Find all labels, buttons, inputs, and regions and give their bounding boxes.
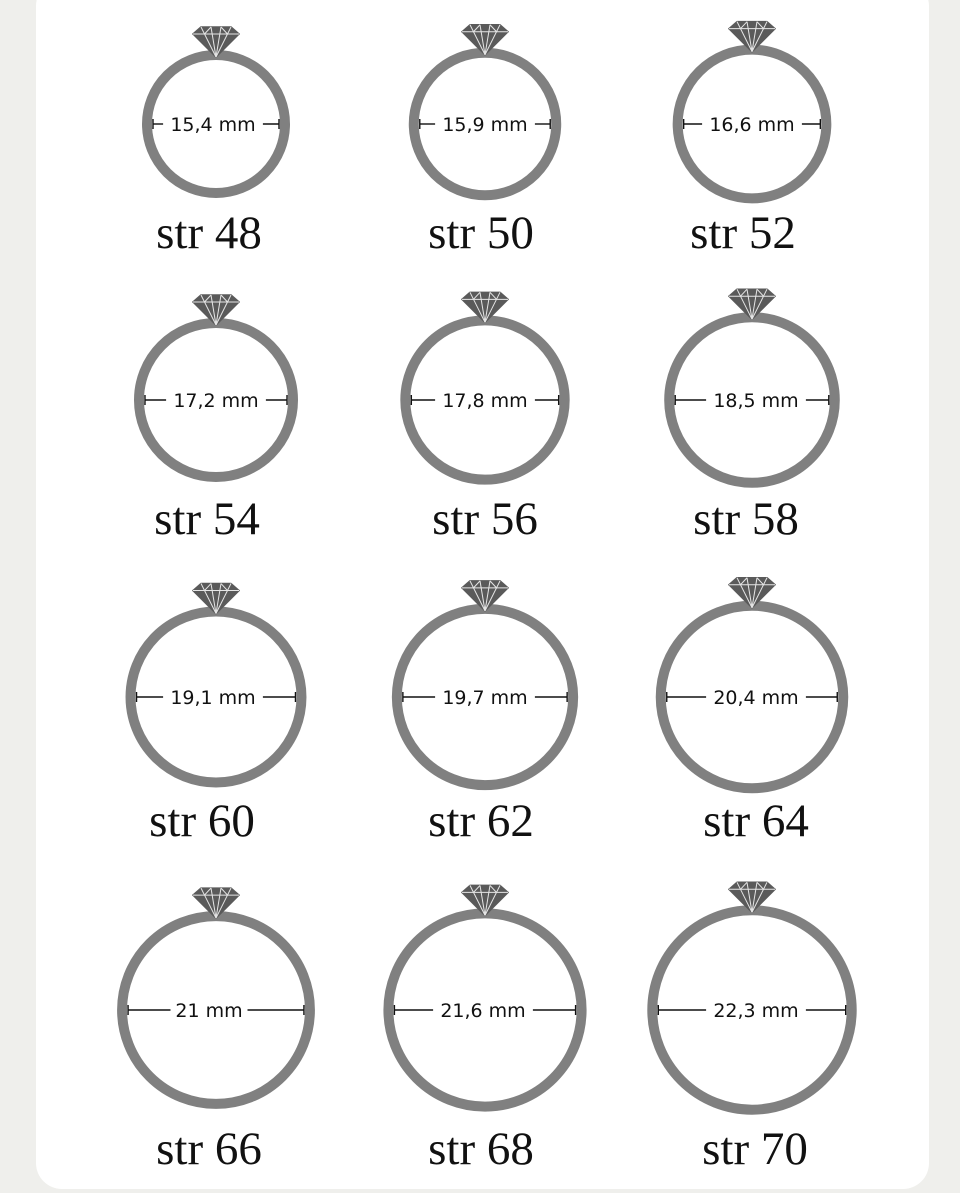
ring-item bbox=[669, 289, 835, 545]
diameter-label: 15,9 mm bbox=[442, 114, 528, 136]
size-label: str 50 bbox=[428, 207, 534, 259]
size-label: str 54 bbox=[154, 493, 260, 545]
size-label: str 70 bbox=[702, 1123, 808, 1175]
diameter-label: 19,1 mm bbox=[170, 687, 256, 709]
ring-item bbox=[131, 584, 302, 847]
ring-item bbox=[139, 295, 293, 545]
size-label: str 64 bbox=[703, 795, 809, 847]
ring-item bbox=[147, 27, 285, 259]
size-label: str 58 bbox=[693, 493, 799, 545]
ring-item bbox=[122, 888, 310, 1175]
size-label: str 48 bbox=[156, 207, 262, 259]
diameter-label: 20,4 mm bbox=[713, 687, 799, 709]
diameter-label: 21,6 mm bbox=[440, 1000, 526, 1022]
diameter-label: 19,7 mm bbox=[442, 687, 528, 709]
diameter-label: 18,5 mm bbox=[713, 390, 799, 412]
size-label: str 52 bbox=[690, 207, 796, 259]
ring-item bbox=[414, 25, 556, 259]
ring-item bbox=[388, 885, 581, 1175]
ring-item bbox=[397, 581, 573, 847]
diameter-label: 16,6 mm bbox=[709, 114, 795, 136]
diameter-label: 15,4 mm bbox=[170, 114, 256, 136]
size-label: str 62 bbox=[428, 795, 534, 847]
diameter-label: 21 mm bbox=[175, 1000, 243, 1022]
diameter-label: 22,3 mm bbox=[713, 1000, 799, 1022]
ring-item bbox=[652, 882, 851, 1175]
ring-item bbox=[405, 292, 564, 545]
size-label: str 60 bbox=[149, 795, 255, 847]
ring-item bbox=[661, 578, 844, 847]
ring-item bbox=[678, 22, 827, 259]
size-label: str 68 bbox=[428, 1123, 534, 1175]
size-label: str 56 bbox=[432, 493, 538, 545]
diameter-label: 17,2 mm bbox=[173, 390, 259, 412]
size-label: str 66 bbox=[156, 1123, 262, 1175]
diameter-label: 17,8 mm bbox=[442, 390, 528, 412]
